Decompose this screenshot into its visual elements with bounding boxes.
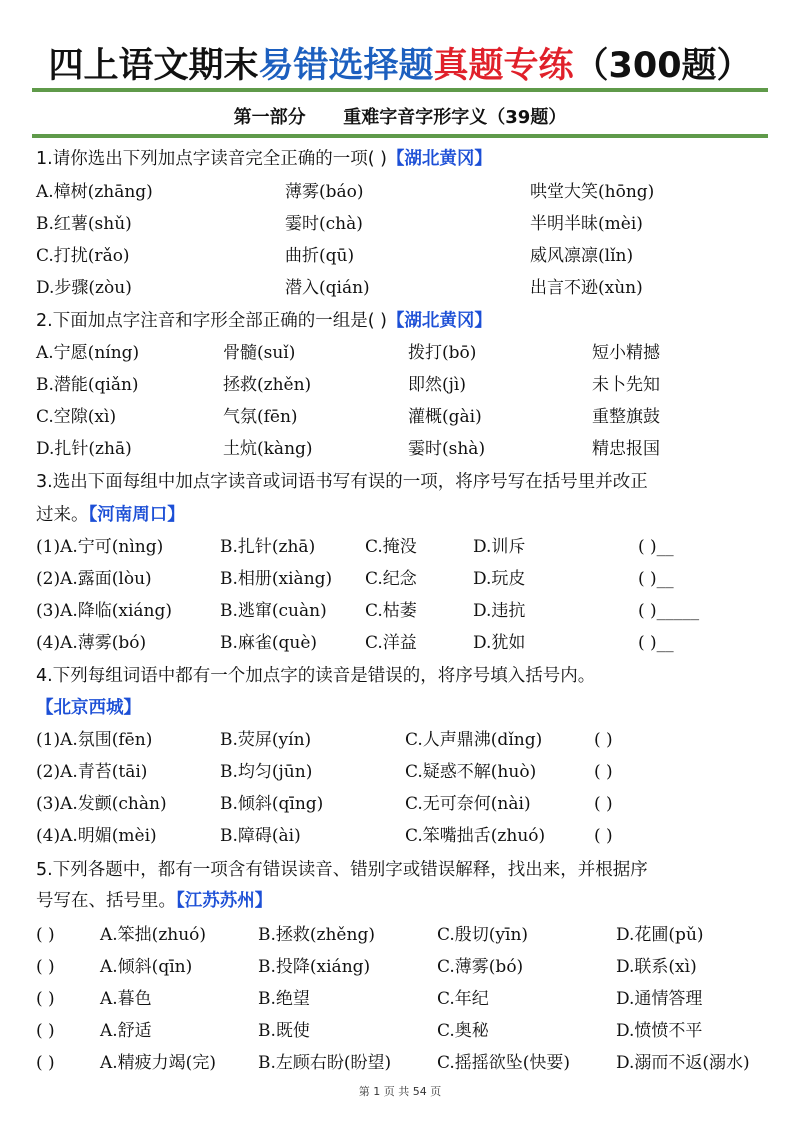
q3-option-cell: (4)A.薄雾(bó) (36, 633, 147, 653)
q4-option-cell: ( ) (594, 730, 613, 750)
q3-option-cell: B.相册(xiàng) (220, 569, 333, 589)
q1-option-cell: A.樟树(zhāng) (36, 182, 153, 202)
title-part-tail: （300题） (573, 46, 752, 86)
q5-option-cell: C.年纪 (437, 989, 489, 1009)
q3-option-row (0, 533, 800, 561)
q1-option-cell: D.步骤(zòu) (36, 278, 132, 298)
q3-option-cell: B.扎针(zhā) (220, 537, 316, 557)
q3-option-cell: D.训斥 (473, 537, 526, 557)
title-part-black: 四上语文期末 (48, 46, 259, 86)
q2-option-cell: 精忠报国 (592, 439, 660, 459)
q5-option-cell: A.倾斜(qīn) (100, 957, 193, 977)
q2-option-cell: 重整旗鼓 (592, 407, 660, 427)
q5-option-cell: ( ) (36, 957, 55, 977)
q1-option-cell: 半明半昧(mèi) (530, 214, 643, 234)
section-subtitle: 第一部分 重难字音字形字义（39题） (233, 107, 567, 128)
q3-option-cell: ( )__ (638, 537, 674, 557)
q2-option-cell: B.潜能(qiǎn) (36, 375, 139, 395)
q2-option-cell: 未卜先知 (592, 375, 660, 395)
question-1-source-tag: 【湖北黄冈】 (386, 149, 492, 169)
q5-option-cell: A.精疲力竭(完) (100, 1053, 216, 1073)
q4-option-cell: (4)A.明媚(mèi) (36, 826, 157, 846)
q3-option-cell: B.逃窜(cuàn) (220, 601, 327, 621)
question-3-source-tag: 【河南周口】 (88, 505, 185, 525)
q2-option-cell: 骨髓(suǐ) (223, 343, 296, 363)
q5-option-cell: C.薄雾(bó) (437, 957, 524, 977)
q4-option-cell: C.疑惑不解(huò) (405, 762, 537, 782)
q2-option-cell: 气氛(fēn) (223, 407, 298, 427)
q3-option-cell: D.违抗 (473, 601, 526, 621)
q2-option-cell: 土炕(kàng) (223, 439, 313, 459)
q4-option-row (0, 822, 800, 850)
q3-option-cell: ( )__ (638, 633, 674, 653)
question-3-stem-line1: 3.选出下面每组中加点字读音或词语书写有误的一项，将序号写在括号里并改正 (36, 472, 648, 492)
question-4-stem: 4.下列每组词语中都有一个加点字的读音是错误的，将序号填入括号内。 (36, 666, 596, 686)
q5-option-cell: ( ) (36, 1021, 55, 1041)
q5-option-cell: ( ) (36, 1053, 55, 1073)
q5-option-row (0, 1049, 800, 1077)
q3-option-cell: (3)A.降临(xiáng) (36, 601, 173, 621)
q5-option-cell: B.左顾右盼(盼望) (258, 1053, 392, 1073)
page-title (0, 38, 800, 88)
q4-option-cell: C.无可奈何(nài) (405, 794, 531, 814)
q4-option-cell: C.人声鼎沸(dǐng) (405, 730, 543, 750)
q2-option-cell: A.宁愿(níng) (36, 343, 140, 363)
q2-option-cell: 霎时(shà) (408, 439, 486, 459)
q5-option-cell: C.摇摇欲坠(快要) (437, 1053, 571, 1073)
q3-option-cell: C.掩没 (365, 537, 417, 557)
q5-option-row (0, 953, 800, 981)
q3-option-row (0, 629, 800, 657)
q5-option-cell: D.花圃(pǔ) (616, 925, 704, 945)
q4-option-cell: (2)A.青苔(tāi) (36, 762, 148, 782)
q4-option-cell: B.倾斜(qīng) (220, 794, 324, 814)
q4-option-row (0, 790, 800, 818)
q1-option-row (0, 178, 800, 206)
q1-option-row (0, 242, 800, 270)
q2-option-cell: D.扎针(zhā) (36, 439, 132, 459)
q2-option-row (0, 403, 800, 431)
q4-option-cell: C.笨嘴拙舌(zhuó) (405, 826, 546, 846)
question-2-stem (36, 307, 492, 335)
q5-option-cell: B.拯救(zhěng) (258, 925, 375, 945)
q1-option-row (0, 210, 800, 238)
q2-option-cell: 即然(jì) (408, 375, 466, 395)
q3-option-cell: C.洋益 (365, 633, 417, 653)
q2-option-cell: 拨打(bō) (408, 343, 477, 363)
question-5-text: 号写在、括号里。 (36, 891, 176, 911)
q1-option-cell: 出言不逊(xùn) (530, 278, 643, 298)
q1-option-cell: 曲折(qū) (285, 246, 355, 266)
question-4-source-line (36, 694, 141, 722)
q4-option-cell: ( ) (594, 762, 613, 782)
q5-option-cell: B.既使 (258, 1021, 310, 1041)
q2-option-cell: 拯救(zhěn) (223, 375, 312, 395)
q2-option-cell: C.空隙(xì) (36, 407, 117, 427)
q4-option-cell: B.荧屏(yín) (220, 730, 312, 750)
q4-option-cell: (1)A.氛围(fēn) (36, 730, 153, 750)
title-part-red: 真题专练 (433, 46, 574, 86)
question-4-source-tag: 【北京西城】 (36, 698, 141, 718)
question-3-text: 过来。 (36, 505, 89, 525)
q5-option-cell: B.绝望 (258, 989, 310, 1009)
q5-option-cell: B.投降(xiáng) (258, 957, 371, 977)
q5-option-cell: D.通情答理 (616, 989, 703, 1009)
question-5-stem-line2 (36, 887, 272, 915)
q1-option-cell: 薄雾(báo) (285, 182, 364, 202)
q4-option-cell: ( ) (594, 826, 613, 846)
question-2-source-tag: 【湖北黄冈】 (386, 311, 492, 331)
question-5-source-tag: 【江苏苏州】 (176, 891, 273, 911)
q3-option-row (0, 597, 800, 625)
q5-option-row (0, 1017, 800, 1045)
question-5-stem-line1: 5.下列各题中，都有一项含有错误读音、错别字或错误解释，找出来，并根据序 (36, 860, 648, 880)
page-footer: 第 1 页 共 54 页 (358, 1085, 442, 1098)
question-2-text: 2.下面加点字注音和字形全部正确的一组是( ) (36, 311, 387, 331)
title-divider (32, 88, 768, 92)
q2-option-row (0, 339, 800, 367)
q5-option-cell: D.联系(xì) (616, 957, 697, 977)
q2-option-row (0, 435, 800, 463)
q3-option-row (0, 565, 800, 593)
q3-option-cell: C.纪念 (365, 569, 417, 589)
q4-option-row (0, 726, 800, 754)
q3-option-cell: C.枯萎 (365, 601, 417, 621)
q5-option-cell: D.愤愤不平 (616, 1021, 703, 1041)
q1-option-cell: 霎时(chà) (285, 214, 363, 234)
q1-option-cell: 潜入(qián) (285, 278, 370, 298)
q4-option-cell: ( ) (594, 794, 613, 814)
q1-option-cell: 威风凛凛(lǐn) (530, 246, 634, 266)
q3-option-cell: ( )_____ (638, 601, 700, 621)
q4-option-cell: (3)A.发颤(chàn) (36, 794, 167, 814)
q4-option-row (0, 758, 800, 786)
q5-option-cell: D.溺而不返(溺水) (616, 1053, 750, 1073)
q2-option-cell: 灌概(gài) (408, 407, 482, 427)
q1-option-cell: B.红薯(shǔ) (36, 214, 132, 234)
title-part-blue: 易错选择题 (258, 46, 434, 86)
q5-option-cell: ( ) (36, 925, 55, 945)
q5-option-cell: A.笨拙(zhuó) (100, 925, 207, 945)
q1-option-cell: 哄堂大笑(hōng) (530, 182, 655, 202)
q3-option-cell: ( )__ (638, 569, 674, 589)
q4-option-cell: B.障碍(ài) (220, 826, 301, 846)
q5-option-cell: A.舒适 (100, 1021, 152, 1041)
question-1-stem (36, 145, 492, 173)
q1-option-row (0, 274, 800, 302)
question-1-text: 1.请你选出下列加点字读音完全正确的一项( ) (36, 149, 387, 169)
q3-option-cell: D.玩皮 (473, 569, 526, 589)
q2-option-row (0, 371, 800, 399)
q3-option-cell: (1)A.宁可(nìng) (36, 537, 164, 557)
q2-option-cell: 短小精撼 (592, 343, 660, 363)
q4-option-cell: B.均匀(jūn) (220, 762, 313, 782)
question-3-stem-line2 (36, 501, 185, 529)
q5-option-row (0, 985, 800, 1013)
q3-option-cell: D.犹如 (473, 633, 526, 653)
q5-option-cell: C.奥秘 (437, 1021, 489, 1041)
q5-option-cell: A.暮色 (100, 989, 152, 1009)
q5-option-row (0, 921, 800, 949)
q1-option-cell: C.打扰(rǎo) (36, 246, 130, 266)
q5-option-cell: C.殷切(yīn) (437, 925, 529, 945)
q5-option-cell: ( ) (36, 989, 55, 1009)
q3-option-cell: (2)A.露面(lòu) (36, 569, 152, 589)
q3-option-cell: B.麻雀(què) (220, 633, 318, 653)
subtitle-divider (32, 134, 768, 138)
